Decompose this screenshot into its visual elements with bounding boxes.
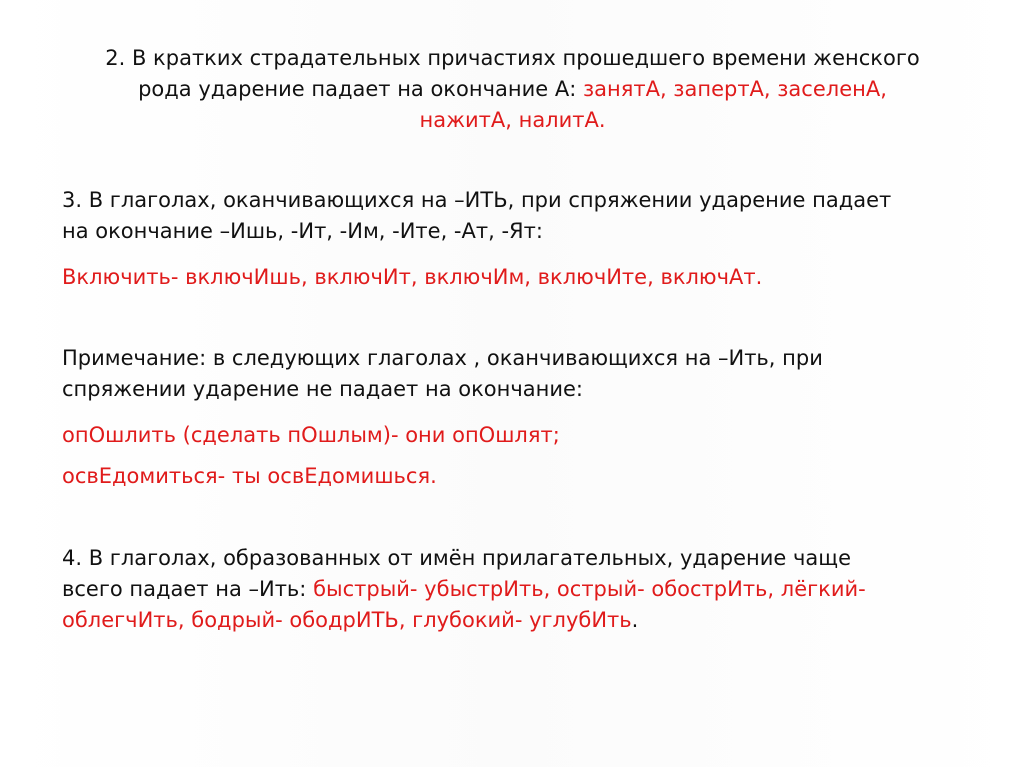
section-3-example: Включить- включИшь, включИт, включИм, включИте, включАт. xyxy=(62,265,763,289)
section-2-paragraph xyxy=(55,43,970,136)
section-2-line-2-examples: занятА, запертА, заселенА, xyxy=(582,77,887,101)
note-paragraph xyxy=(62,343,982,405)
section-2-line-1: 2. В кратких страдательных причастиях прошедшего времени женского xyxy=(105,46,920,70)
section-4-line-1: 4. В глаголах, образованных от имён прилагательных, ударение чаще xyxy=(62,546,851,570)
section-2-line-2-text: рода ударение падает на окончание А: xyxy=(138,77,583,101)
note-example-2: освЕдомиться- ты освЕдомишься. xyxy=(62,464,437,488)
section-4-line-3-end: . xyxy=(631,608,639,632)
section-4-line-2-examples: быстрый- убыстрИть, острый- обострИть, лёгкий- xyxy=(313,577,866,601)
section-3-line-1: 3. В глаголах, оканчивающихся на –ИТЬ, при спряжении ударение падает xyxy=(62,188,892,212)
note-line-2: спряжении ударение не падает на окончание: xyxy=(62,377,583,401)
section-4-line-3-examples: облегчИть, бодрый- ободрИТЬ, глубокий- углубИть xyxy=(62,608,632,632)
section-3-paragraph xyxy=(62,185,982,247)
section-3-line-2: на окончание –Ишь, -Ит, -Им, -Ите, -Ат, -Ят: xyxy=(62,219,543,243)
note-example-1: опОшлить (сделать пОшлым)- они опОшлят; xyxy=(62,423,560,447)
note-line-1: Примечание: в следующих глаголах , оканчивающихся на –Ить, при xyxy=(62,346,823,370)
section-4-line-2-text: всего падает на –Ить: xyxy=(62,577,314,601)
section-4-paragraph xyxy=(62,543,982,636)
section-2-line-3-examples: нажитА, налитА. xyxy=(419,108,606,132)
